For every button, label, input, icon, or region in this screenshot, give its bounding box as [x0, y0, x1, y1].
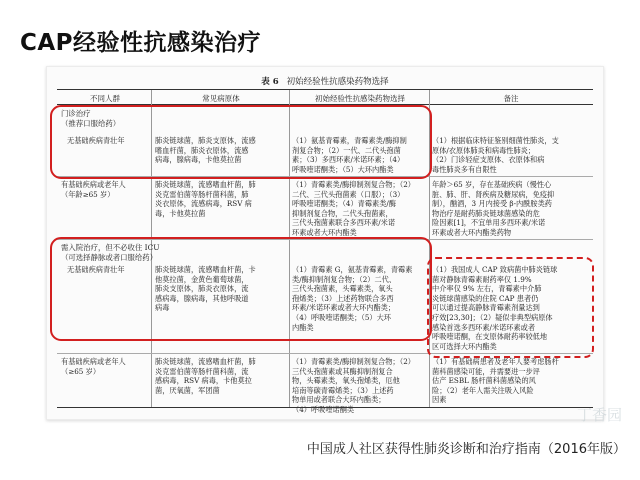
table-number: 表 6 [261, 77, 279, 87]
header-notes: 备注 [503, 94, 519, 103]
cell-notes: 年龄＞65 岁，存在基础疾病（慢性心 脏、肺、肝、肾疾病及糖尿病，免疫抑 制），酗酒，3 月内接受 β-内酰胺类药 物治疗是耐药肺炎链球菌感染的危 险因素[1]，不宜单用多西环素/米诺 环素或者大环内酯类药物 [432, 180, 555, 237]
footer-citation: 中国成人社区获得性肺炎诊断和治疗指南（2016年版） [306, 442, 626, 457]
cell-drugs: （1）青霉素类/酶抑制剂复合物；（2） 三代头孢菌素或其酶抑制剂复合 物，头霉素类，氧头孢烯类，厄他 培南等碳青霉烯类；（3）上述药 物单用或者联合大环内酯类； （4）呼吸喹诺酮类 [292, 357, 415, 414]
cell-group: 无基础疾病青壮年 [67, 265, 125, 274]
cell-notes: （1）根据临床特征鉴别细菌性肺炎，支 原体/衣原体肺炎和病毒性肺炎； （2）门诊轻症支原体、衣原体和病 毒性肺炎多有自限性 [432, 136, 559, 174]
cell-group: 有基础疾病或老年人 （≥65 岁） [61, 357, 126, 376]
highlight-box-dashed-notes [427, 257, 594, 358]
cell-group: 无基础疾病青壮年 [67, 136, 125, 145]
cell-group: 有基础疾病或老年人 （年龄≥65 岁） [61, 180, 126, 199]
section-inpatient-title: 需入院治疗，但不必收住 ICU （可选择静脉或者口服给药） [61, 243, 160, 262]
table-caption [47, 75, 603, 87]
cell-pathogens: 肺炎链球菌，流感嗜血杆菌，肺 炎克雷伯菌等肠杆菌科菌，肺 炎衣原体，流感病毒，RSV 病 毒，卡他莫拉菌 [155, 180, 256, 218]
slide-title: CAP经验性抗感染治疗 [20, 30, 262, 56]
cell-pathogens: 肺炎链球菌，流感嗜血杆菌，卡 他莫拉菌，金黄色葡萄球菌， 肺炎支原体，肺炎衣原体，流 感病毒，腺病毒，其他呼吸道 病毒 [155, 265, 256, 313]
highlight-box-outpatient-young [50, 105, 432, 179]
cell-pathogens: 肺炎链球菌，流感嗜血杆菌，肺 炎克雷伯菌等肠杆菌科菌，流 感病毒，RSV 病毒，卡他莫拉 菌，厌氧菌，军团菌 [155, 357, 256, 395]
cell-drugs: （1）青霉素 G，氨基青霉素，青霉素 类/酶抑制剂复合物；（2）二代、 三代头孢菌素，头霉素类，氧头 孢烯类；（3）上述药物联合多西 环素/米诺环素或者大环内酯类； （4）呼吸喹诺酮类；（5）大环 内酯类 [292, 265, 413, 332]
header-pathogens: 常见病原体 [202, 94, 240, 103]
section-outpatient-title: 门诊治疗 （推荐口服给药） [61, 109, 121, 128]
cell-drugs: （1）氨基青霉素，青霉素类/酶抑制 剂复合物；（2）一代、二代头孢菌 素；（3）多西环素/米诺环素；（4） 呼吸喹诺酮类；（5）大环内酯类 [292, 136, 407, 174]
table-title: 初始经验性抗感染药物选择 [286, 77, 389, 87]
cell-notes: （1）有基础病患者及老年人要考虑肠杆 菌科菌感染可能，并需要进一步评 估产 ESBL 肠杆菌科菌感染的风 险；（2）老年人需关注吸入风险 因素 [432, 357, 559, 405]
cell-pathogens: 肺炎链球菌，肺炎支原体，流感 嗜血杆菌，肺炎衣原体，流感 病毒，腺病毒，卡他莫拉菌 [155, 136, 256, 165]
header-population: 不同人群 [90, 94, 120, 103]
cell-notes: （1）我国成人 CAP 致病菌中肺炎链球 菌对静脉青霉素耐药率仅 1.9% 中介率仅 9% 左右，青霉素中介肺 炎链球菌感染的住院 CAP 患者仍 可以通过提高静脉青霉素剂量达到 疗效[23,30]；（2）疑似非典型病原体 感染首选多西环素/米诺环素或者 呼吸喹诺酮，在支原体耐药率较低地 区可选择大环内酯类 [432, 265, 558, 351]
watermark-logo: 丁香园 [576, 406, 622, 424]
table-bottom-rule [57, 407, 593, 408]
cell-drugs: （1）青霉素类/酶抑制剂复合物；（2） 二代、三代头孢菌素（口服）；（3） 呼吸喹诺酮类；（4）青霉素类/酶 抑制剂复合物，二代头孢菌素， 三代头孢菌素联合多西环素/米诺 环素或者大环内酯类 [292, 180, 415, 237]
header-drugs: 初始经验性抗感染药物选择 [315, 94, 405, 103]
highlight-box-inpatient-young [50, 237, 432, 341]
table-top-rule [57, 89, 593, 90]
